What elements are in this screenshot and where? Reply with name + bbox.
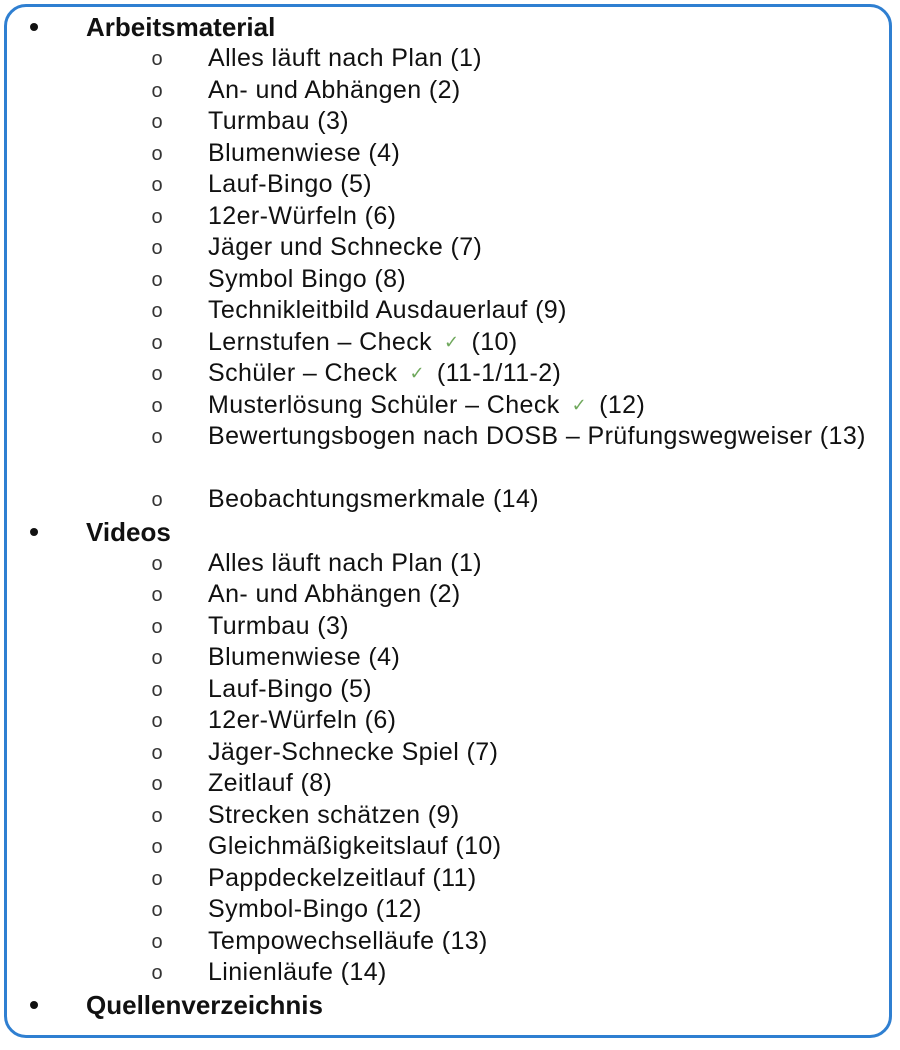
bullet-circle-icon: o: [151, 647, 163, 669]
list-item-arbeitsmaterial-2[interactable]: [0, 75, 900, 107]
bullet-dot-icon: •: [29, 11, 39, 42]
bullet-circle-icon: o: [151, 867, 163, 890]
list-item-videos-1[interactable]: [0, 548, 900, 580]
bullet-circle-icon: o: [151, 930, 163, 953]
bullet-dot-icon: •: [29, 988, 39, 1020]
list-item-arbeitsmaterial-8[interactable]: [0, 264, 900, 296]
list-item-label-text: Schüler – Check: [208, 359, 398, 387]
list-item-label: 12er-Würfeln (6): [208, 201, 397, 230]
list-item-arbeitsmaterial-1[interactable]: [0, 43, 900, 75]
list-item-label: Jäger-Schnecke Spiel (7): [208, 737, 499, 766]
list-item-label: [208, 421, 866, 453]
bullet-circle-icon: o: [151, 331, 163, 354]
list-item-label: Turmbau (3): [208, 611, 350, 640]
bullet-circle-icon: o: [151, 363, 163, 385]
bullet-circle-icon: o: [151, 426, 163, 448]
list-item-videos-12[interactable]: [0, 894, 900, 926]
bullet-circle-icon: o: [151, 584, 163, 606]
list-item-label: Blumenwiese (4): [208, 138, 401, 167]
bullet-dot-icon: •: [29, 515, 39, 547]
bullet-circle-icon: o: [151, 741, 163, 764]
list-item-label-number: (12): [599, 390, 646, 419]
bullet-circle-icon: o: [151, 678, 163, 701]
list-item-arbeitsmaterial-11[interactable]: [0, 358, 900, 390]
list-item-label: [208, 358, 561, 392]
bullet-circle-icon: o: [151, 174, 163, 196]
bullet-circle-icon: o: [151, 142, 163, 165]
bullet-circle-icon: o: [151, 394, 163, 417]
list-item-videos-8[interactable]: [0, 768, 900, 800]
list-item-arbeitsmaterial-13[interactable]: [0, 421, 900, 484]
bullet-circle-icon: o: [151, 710, 163, 732]
list-item-label: Symbol-Bingo (12): [208, 895, 422, 923]
list-item-label: Pappdeckelzeitlauf (11): [208, 863, 477, 892]
list-item-label-text: Lernstufen – Check: [208, 327, 432, 356]
list-item-videos-11[interactable]: [0, 863, 900, 895]
list-item-label: Blumenwiese (4): [208, 643, 401, 671]
list-item-label-number: (10): [471, 327, 518, 356]
bullet-circle-icon: o: [151, 804, 163, 827]
list-item-arbeitsmaterial-6[interactable]: [0, 201, 900, 233]
section-title: Quellenverzeichnis: [86, 989, 323, 1020]
list-item-label: Jäger und Schnecke (7): [208, 233, 483, 261]
list-item-label: An- und Abhängen (2): [208, 580, 461, 608]
bullet-circle-icon: o: [151, 300, 163, 322]
list-item-label: Alles läuft nach Plan (1): [208, 44, 483, 72]
list-item-label-text: Musterlösung Schüler – Check: [208, 390, 560, 419]
list-item-label: Technikleitbild Ausdauerlauf (9): [208, 296, 567, 324]
list-item-label: Zeitlauf (8): [208, 769, 333, 797]
list-item-arbeitsmaterial-4[interactable]: [0, 138, 900, 170]
list-item-label-number: (11-1/11-2): [436, 359, 562, 387]
list-item-label: Tempowechselläufe (13): [208, 926, 488, 955]
list-item-label-line-2: Prüfungswegweiser (13): [587, 422, 866, 450]
list-item-label: Turmbau (3): [208, 107, 350, 135]
list-item-label: Lauf-Bingo (5): [208, 674, 373, 703]
list-item-videos-4[interactable]: [0, 642, 900, 674]
list-item-videos-7[interactable]: [0, 737, 900, 769]
bullet-circle-icon: o: [151, 773, 163, 795]
list-item-videos-14[interactable]: [0, 957, 900, 989]
table-of-contents: [0, 11, 900, 1021]
section-title: Videos: [86, 516, 171, 547]
list-item-videos-6[interactable]: [0, 705, 900, 737]
section-title: Arbeitsmaterial: [86, 12, 276, 42]
list-item-label-line-1: Bewertungsbogen nach DOSB –: [208, 422, 581, 450]
list-item-videos-2[interactable]: [0, 579, 900, 611]
bullet-circle-icon: o: [151, 79, 163, 102]
list-item-label: Symbol Bingo (8): [208, 264, 407, 293]
bullet-circle-icon: o: [151, 552, 163, 575]
list-item-videos-13[interactable]: [0, 926, 900, 958]
list-item-arbeitsmaterial-10[interactable]: [0, 327, 900, 359]
list-item-arbeitsmaterial-12[interactable]: [0, 390, 900, 422]
list-item-videos-5[interactable]: [0, 674, 900, 706]
bullet-circle-icon: o: [151, 48, 163, 70]
list-item-label: Strecken schätzen (9): [208, 800, 460, 829]
bullet-circle-icon: o: [151, 615, 163, 638]
list-item-videos-9[interactable]: [0, 800, 900, 832]
bullet-circle-icon: o: [151, 489, 163, 511]
bullet-circle-icon: o: [151, 836, 163, 858]
bullet-circle-icon: o: [151, 962, 163, 984]
list-item-label: Gleichmäßigkeitslauf (10): [208, 832, 502, 860]
list-item-label: Alles läuft nach Plan (1): [208, 548, 483, 577]
list-item-label: Beobachtungsmerkmale (14): [208, 485, 539, 513]
list-item-arbeitsmaterial-3[interactable]: [0, 106, 900, 138]
list-item-arbeitsmaterial-14[interactable]: [0, 484, 900, 516]
bullet-circle-icon: o: [151, 268, 163, 291]
list-item-label: Linienläufe (14): [208, 958, 387, 986]
bullet-circle-icon: o: [151, 205, 163, 228]
bullet-circle-icon: o: [151, 899, 163, 921]
list-item-arbeitsmaterial-7[interactable]: [0, 232, 900, 264]
section-videos[interactable]: [0, 516, 900, 548]
list-item-label: Lauf-Bingo (5): [208, 170, 373, 198]
bullet-circle-icon: o: [151, 111, 163, 133]
list-item-videos-10[interactable]: [0, 831, 900, 863]
section-quellenverzeichnis[interactable]: [0, 989, 900, 1021]
list-item-label: [208, 390, 645, 424]
bullet-circle-icon: o: [151, 237, 163, 259]
check-icon: ✓: [571, 394, 588, 415]
list-item-arbeitsmaterial-5[interactable]: [0, 169, 900, 201]
list-item-label: [208, 327, 518, 361]
check-icon: ✓: [409, 363, 425, 383]
section-arbeitsmaterial[interactable]: [0, 11, 900, 43]
list-item-label: An- und Abhängen (2): [208, 75, 461, 104]
list-item-videos-3[interactable]: [0, 611, 900, 643]
check-icon: ✓: [444, 331, 460, 352]
list-item-arbeitsmaterial-9[interactable]: [0, 295, 900, 327]
list-item-label: 12er-Würfeln (6): [208, 706, 397, 734]
